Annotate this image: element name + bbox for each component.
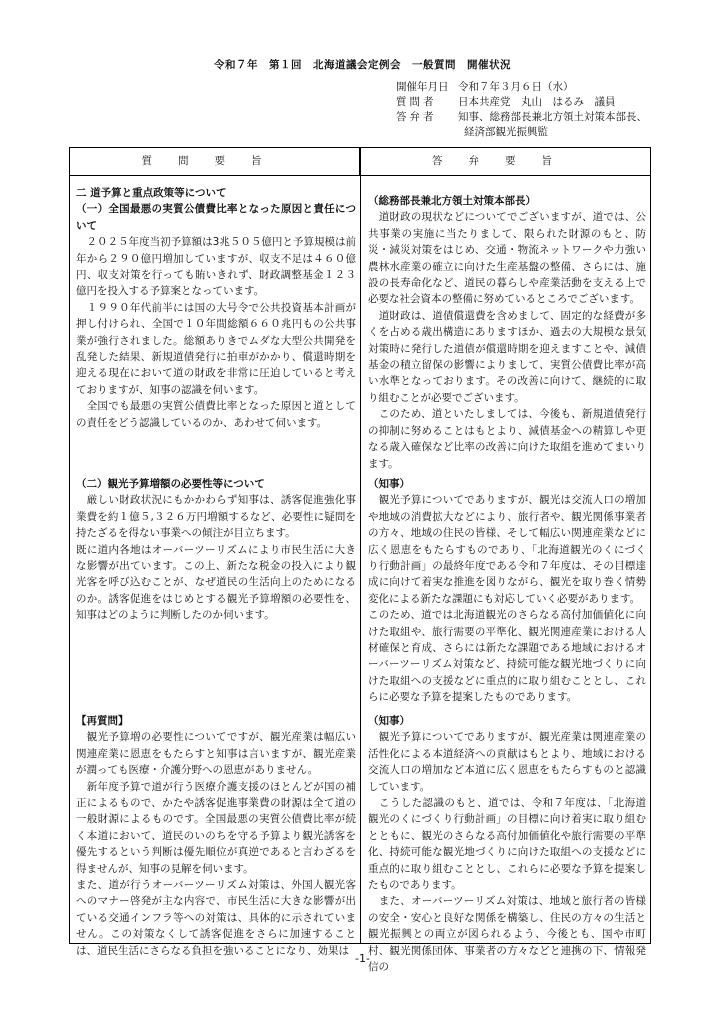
answer-summary-header: 答弁要旨 xyxy=(432,155,578,167)
answer-paragraph: また、オーバーツーリズム対策は、地域と旅行者の皆様の安全・安心と良好な関係を構築し、住民の方々の生活と観光振興との両立が図られるよう、今後とも、国や市町村、観光関係団体、事業者の方々などと連携の下、情報発信の xyxy=(368,895,646,974)
answerer-value: 知事、総務部長兼北方領土対策本部長、 xyxy=(458,111,647,123)
answer-section-3 xyxy=(368,713,646,976)
question-section-1 xyxy=(76,185,356,431)
answer-paragraph: 道財政は、道債償還費を含めまして、固定的な経費が多くを占める歳出構造にありますほか、過去の大規模な景気対策時に発行した道債が償還時期を迎えますことや、減債基金の積立留保の影響によりまして、実質公債費比率が高い水準となっております。その改善に向けて、継続的に取り組むことが必要でございます。 xyxy=(368,309,646,404)
answer-heading: （知事） xyxy=(368,715,410,727)
answer-paragraph: 道財政の現状などについてでございますが、道では、公共事業の実施に当たりまして、限られた財源のもと、防災・減災対策をはじめ、交通・物流ネットワークや力強い農林水産業の確立に向けた生産基盤の整備、さらには、施設の長寿命化など、道民の暮らしや産業活動を支える上で必要な社会資本の整備に努めているところでございます。 xyxy=(368,211,646,306)
page-number: -1- xyxy=(355,952,370,965)
date-label: 開催年月日 xyxy=(396,81,449,93)
questioner-row xyxy=(396,95,647,110)
answerer-value-continued: 経済部観光振興監 xyxy=(464,126,548,138)
questioner-value: 日本共産党 丸山 はるみ 議員 xyxy=(458,96,616,108)
answer-paragraph: このため、道といたしましては、今後も、新規道債発行の抑制に努めることはもとより、減債基金への精算しや更なる歳入確保など比率の改善に向けた取組を進めてまいります。 xyxy=(368,408,646,470)
question-paragraph: また、道が行うオーバーツーリズム対策は、外国人観光客へのマナー啓発が主な内容で、市民生活に大きな影響が出ている交通インフラ等への対策は、具体的に示されていません。この対策なくして誘客促進をさらに加速することは、道民生活にさらなる負担を強いることになり、効果は xyxy=(76,879,356,957)
answerer-label: 答弁者 xyxy=(396,111,437,123)
answer-paragraph: こうした認識のもと、道では、令和７年度は、「北海道観光のくにづくり行動計画」の目標に向け着実に取り組むとともに、観光のさらなる高付加価値化や旅行需要の平準化、持続可能な観光地づくりに向けた取組への支援などに重点的に取り組むこととし、これらに必要な予算を提案したものであります。 xyxy=(368,797,646,892)
question-paragraph: 新年度予算で道が行う医療介護支援のほとんどが国の補正によるもので、かたや誘客促進事業費の財源は全て道の一般財源によるものです。全国最悪の実質公債費比率が続く本道において、道民のいのちを守る予算より観光誘客を優先するという判断は優先順位が真逆であると言わざるを得ませんが、知事の見解を伺います。 xyxy=(76,780,356,875)
answer-section-2 xyxy=(368,476,646,706)
answer-heading: （総務部長兼北方領土対策本部長） xyxy=(368,195,536,207)
answer-section-1 xyxy=(368,193,646,472)
question-section-2 xyxy=(76,476,356,624)
page-title: 令和７年 第１回 北海道議会定例会 一般質問 開催状況 xyxy=(214,59,511,71)
qa-table xyxy=(69,147,651,974)
question-paragraph: １９９０年代前半には国の大号令で公共投資基本計画が押し付けられ、全国で１０年間総額６６０兆円もの公共事業が強行されました。総額ありきでムダな大型公共開発を乱発した結果、新規道債発行に拍車がかかり、償還時期を迎える現在において道の財政を非常に圧迫していると考えておりますが、知事の認識を伺います。 xyxy=(76,301,356,396)
answer-paragraph: 観光予算についてでありますが、観光は交流人口の増加や地域の消費拡大などにより、旅行者や、観光関係事業者の方々、地域の住民の皆様、そして幅広い関連産業などに広く恩恵をもたらすものであり、「北海道観光のくにづくり行動計画」の最終年度である令和７年度は、その目標達成に向けて着実な推進を図りながら、観光を取り巻く情勢変化による新たな課題にも対応していく必要があります。 xyxy=(368,494,646,605)
section-heading: 二 道予算と重点政策等について xyxy=(76,187,227,199)
question-summary-header: 質問要旨 xyxy=(70,148,360,175)
questioner-label: 質問者 xyxy=(396,96,437,108)
question-paragraph: 観光予算増の必要性についてですが、観光産業は幅広い関連産業に恩恵をもたらすと知事は言いますが、観光産業が潤っても医療・介護分野への恩恵がありません。 xyxy=(76,731,356,777)
question-section-3 xyxy=(76,713,356,959)
question-paragraph: ２０２５年度当初予算額は3兆５０５億円と予算規模は前年から２９０億円増加していますが、収支不足は４６０億円、収支対策を行っても賄いきれず、財政調整基金１２３億円を投入する予算案となっています。 xyxy=(76,236,356,298)
question-heading: 【再質問】 xyxy=(76,715,129,727)
question-paragraph: 全国でも最悪の実質公債費比率となった原因と道としての責任をどう認識しているのか、あわせて伺います。 xyxy=(76,400,356,429)
date-row xyxy=(396,80,647,95)
meeting-info xyxy=(396,80,647,140)
question-paragraph: 既に道内各地はオーバーツーリズムにより市民生活に大きな影響が出ています。この上、新たな税金の投入により観光客を呼び込むことが、なぜ道民の生活向上のためになるのか。誘客促進をはじめとする観光予算増額の必要性を、知事はどのように判断したのか伺います。 xyxy=(76,543,356,622)
column-divider xyxy=(360,148,361,943)
question-heading: （一）全国最悪の実質公債費比率となった原因と責任について xyxy=(76,203,356,232)
question-paragraph: 厳しい財政状況にもかかわらず知事は、誘客促進強化事業費を約１億５,３２６万円増額するなど、必要性に疑問を持たざるを得ない事業への傾注が目立ちます。 xyxy=(76,494,356,540)
answer-heading: （知事） xyxy=(368,478,410,490)
answer-paragraph: このため、道では北海道観光のさらなる高付加価値化に向けた取組や、旅行需要の平準化、観光関連産業における人材確保と育成、さらには新たな課題である地域におけるオーバーツーリズム対策など、持続可能な観光地づくりに向けた取組への支援などに重点的に取り組むこととし、これらに必要な予算を提案したものであります。 xyxy=(368,609,646,704)
question-heading: （二）観光予算増額の必要性等について xyxy=(76,478,265,490)
question-column xyxy=(76,179,356,957)
date-value: 令和７年３月６日（水） xyxy=(458,81,574,93)
answer-paragraph: 観光予算についてでありますが、観光産業は関連産業の活性化による本道経済への貢献はもとより、地域における交流人口の増加など本道に広く恩恵をもたらすものと認識しています。 xyxy=(368,731,646,793)
answer-column xyxy=(368,179,646,974)
answerer-row xyxy=(396,110,647,125)
